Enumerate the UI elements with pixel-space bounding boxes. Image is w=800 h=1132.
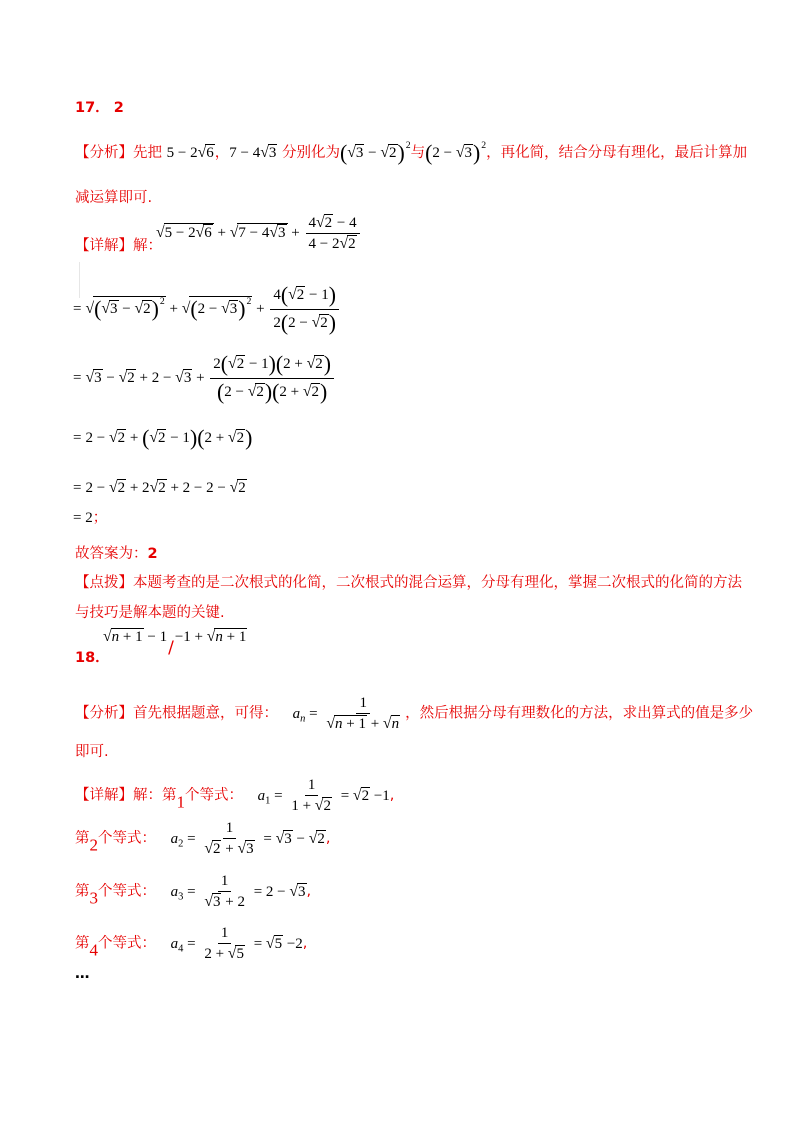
q18-detail-line4: 第4个等式： $a_4$ = $\frac{1}{2 + √5}$ = √5 −2,: [75, 925, 308, 963]
q18-analysis-line1: 【分析】首先根据题意，可得： $a_n$ = $\frac{1}{√n + 1 + √n}$ ，然后根据分母有理数化的方法，求出算式的值是多少: [75, 695, 754, 733]
q17-analysis-line2: 减运算即可.: [75, 190, 153, 206]
fraction: $\frac{1}{√2 + √3}$: [204, 820, 254, 858]
q17-analysis-tag: 【分析】: [75, 144, 133, 161]
eq-a4: $a_4$ = $\frac{1}{2 + √5}$ = √5 −2: [170, 925, 303, 963]
expr-7-4root3: 7 − 4√3: [229, 143, 277, 161]
q18-analysis-line2: 即可.: [75, 744, 109, 760]
q18-answer: √n + 1 − 1/−1 + √n + 1: [103, 628, 247, 658]
q17-number: 17．: [75, 100, 110, 116]
formula-a-n: $a_n$ = $\frac{1}{√n + 1 + √n}$: [293, 706, 405, 722]
fraction: $\frac{4(√2 - 1)}{2(2 - √2)}$: [270, 283, 339, 336]
fraction: $\frac{2(√2 - 1)(2 + √2)}{(2 - √2)(2 + √2)}$: [210, 352, 334, 405]
q18-ellipsis: …: [75, 966, 90, 982]
eq-a1: $a_1$ = $\frac{1}{1 + √2}$ = √2 −1: [257, 777, 390, 815]
expr-5-2root6: 5 − 2√6: [166, 143, 214, 161]
fraction: $\frac{1}{√n + 1 + √n}$: [326, 695, 400, 733]
expr-square-2-root3: $(2 - √3)^2$: [425, 140, 487, 165]
q17-step2: = √3 − √2 + 2 − √3 + $\frac{2(√2 - 1)(2 + √2)}{(2 - √2)(2 + √2)}$: [73, 352, 336, 405]
q17-detail-expression: √5 − 2√6 + √7 − 4√3 + $\frac{4√2 - 4}{4 - 2√2}$: [156, 214, 362, 254]
q18-detail-line2: 第2个等式： $a_2$ = $\frac{1}{√2 + √3}$ = √3 − √2,: [75, 820, 331, 858]
q17-header: [75, 96, 124, 117]
q17-detail-tag: 【详解】解：: [75, 238, 162, 254]
q18-detail-line3: 第3个等式： $a_3$ = $\frac{1}{√3 + 2}$ = 2 − √3,: [75, 873, 312, 911]
fraction: $\frac{1}{√3 + 2}$: [204, 873, 245, 911]
q17-step5: = 2；: [73, 510, 108, 526]
q17-answer-line: 故答案为：2: [75, 546, 158, 562]
fraction: $\frac{1}{2 + √5}$: [204, 925, 244, 963]
q17-analysis-t1: 先把: [133, 144, 162, 161]
q18-detail-line1: 【详解】解：第1个等式： $a_1$ = $\frac{1}{1 + √2}$ = √2 −1,: [75, 777, 395, 815]
q18-number: 18．: [75, 650, 110, 666]
q17-answer: 2: [113, 100, 124, 116]
q17-step3: = 2 − √2 + (√2 − 1)(2 + √2): [73, 426, 253, 450]
q17-step4: = 2 − √2 + 2√2 + 2 − 2 − √2: [73, 479, 246, 496]
fraction: $\frac{4√2 - 4}{4 - 2√2}$: [306, 214, 360, 254]
expr-square-root3-root2: $(√3 - √2)^2$: [339, 140, 411, 165]
q17-analysis-line1: 【分析】先把 5 − 2√6，7 − 4√3 分别化为$(√3 - √2)^2$与$(2 - √3)^2$，再化简，结合分母有理化，最后计算加: [75, 140, 748, 165]
fraction: $\frac{1}{1 + √2}$: [291, 777, 331, 815]
q17-tip-line1: 【点拨】本题考查的是二次根式的化简，二次根式的混合运算，分母有理化，掌握二次根式的化简的方法: [75, 575, 742, 591]
q17-step1: = $√(√3 - √2)^2 + √(2 - √3)^2$ + $\frac{4(√2 - 1)}{2(2 - √2)}$: [73, 283, 341, 336]
eq-a3: $a_3$ = $\frac{1}{√3 + 2}$ = 2 − √3: [170, 873, 306, 911]
eq-a2: $a_2$ = $\frac{1}{√2 + √3}$ = √3 − √2: [170, 820, 325, 858]
q17-tip-line2: 与技巧是解本题的关键.: [75, 605, 225, 621]
